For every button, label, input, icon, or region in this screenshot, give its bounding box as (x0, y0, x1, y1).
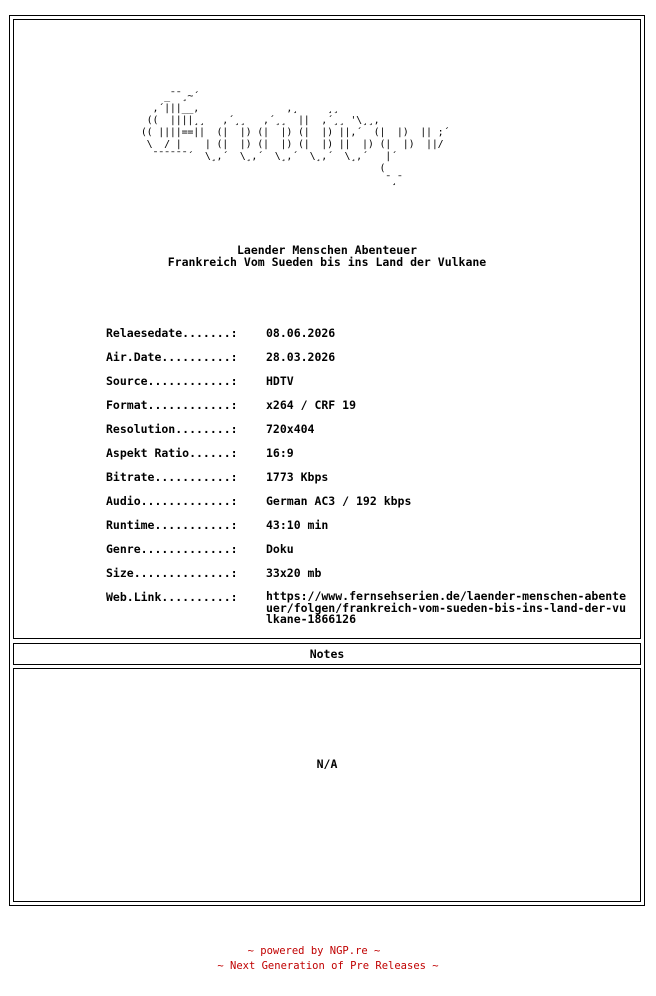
info-row-size (106, 567, 628, 591)
info-row-genre (106, 543, 628, 567)
info-value: German AC3 / 192 kbps (266, 494, 412, 508)
info-label: Source............: (106, 374, 238, 388)
info-value: 28.03.2026 (266, 350, 336, 364)
info-row-format (106, 399, 628, 423)
ascii-logo: _¯¯¸~´ ,´|||__, ,¸ ¸¸ (( ||||¸¸ ,´¸¸ ,´¸¸ || ,´¸¸ '\¸¸, (( ||||==|| (| |) (| |) (| |) ||,´ (| |) || ;´ \ / | | (| |) (| |) (| |) || |) (| |) ||/ ¯¯¯¯¯¯´ \¸,´ \¸,´ \¸,´ \¸,´ \¸,´ |´ ( ¯¸¯ (140, 91, 450, 186)
nfo-frame (9, 15, 645, 906)
footer-tagline: ~ Next Generation of Pre Releases ~ (217, 960, 439, 972)
info-row-audio (106, 495, 628, 519)
info-row-aspect-ratio (106, 447, 628, 471)
info-row-source (106, 375, 628, 399)
info-label: Bitrate...........: (106, 470, 238, 484)
info-value: 43:10 min (266, 518, 329, 532)
footer-powered-by: ~ powered by NGP.re ~ (247, 945, 381, 957)
info-row-weblink (106, 589, 628, 626)
notes-title: Notes (309, 647, 345, 661)
info-row-airdate (106, 351, 628, 375)
info-row-resolution (106, 423, 628, 447)
info-label: Aspekt Ratio......: (106, 446, 238, 460)
info-label: Relaesedate.......: (106, 326, 238, 340)
weblink-value: https://www.fernsehserien.de/laender-menschen-abenteuer/folgen/frankreich-vom-sueden-bis-ins-land-der-vulkane-1866126 (266, 589, 627, 626)
info-label: Resolution........: (106, 422, 238, 436)
info-label: Audio.............: (106, 494, 238, 508)
info-label: Air.Date..........: (106, 350, 238, 364)
info-value: 720x404 (266, 422, 315, 436)
show-title: Laender Menschen Abenteuer (236, 243, 417, 257)
notes-content: N/A (316, 757, 338, 771)
info-label: Web.Link..........: (106, 590, 238, 604)
info-value: 33x20 mb (266, 566, 322, 580)
info-value: 16:9 (266, 446, 294, 460)
info-row-bitrate (106, 471, 628, 495)
episode-title: Frankreich Vom Sueden bis ins Land der Vulkane (167, 255, 487, 269)
info-value: Doku (266, 542, 294, 556)
info-value: 1773 Kbps (266, 470, 329, 484)
release-details (106, 326, 628, 626)
notes-header (13, 643, 641, 665)
info-label: Size..............: (106, 566, 238, 580)
info-value: x264 / CRF 19 (266, 398, 357, 412)
info-label: Genre.............: (106, 542, 238, 556)
info-row-releasedate (106, 327, 628, 351)
release-info-panel (13, 19, 641, 639)
notes-panel (13, 668, 641, 902)
info-row-runtime (106, 519, 628, 543)
info-value: HDTV (266, 374, 294, 388)
info-label: Runtime...........: (106, 518, 238, 532)
info-value: 08.06.2026 (266, 326, 336, 340)
info-label: Format............: (106, 398, 238, 412)
